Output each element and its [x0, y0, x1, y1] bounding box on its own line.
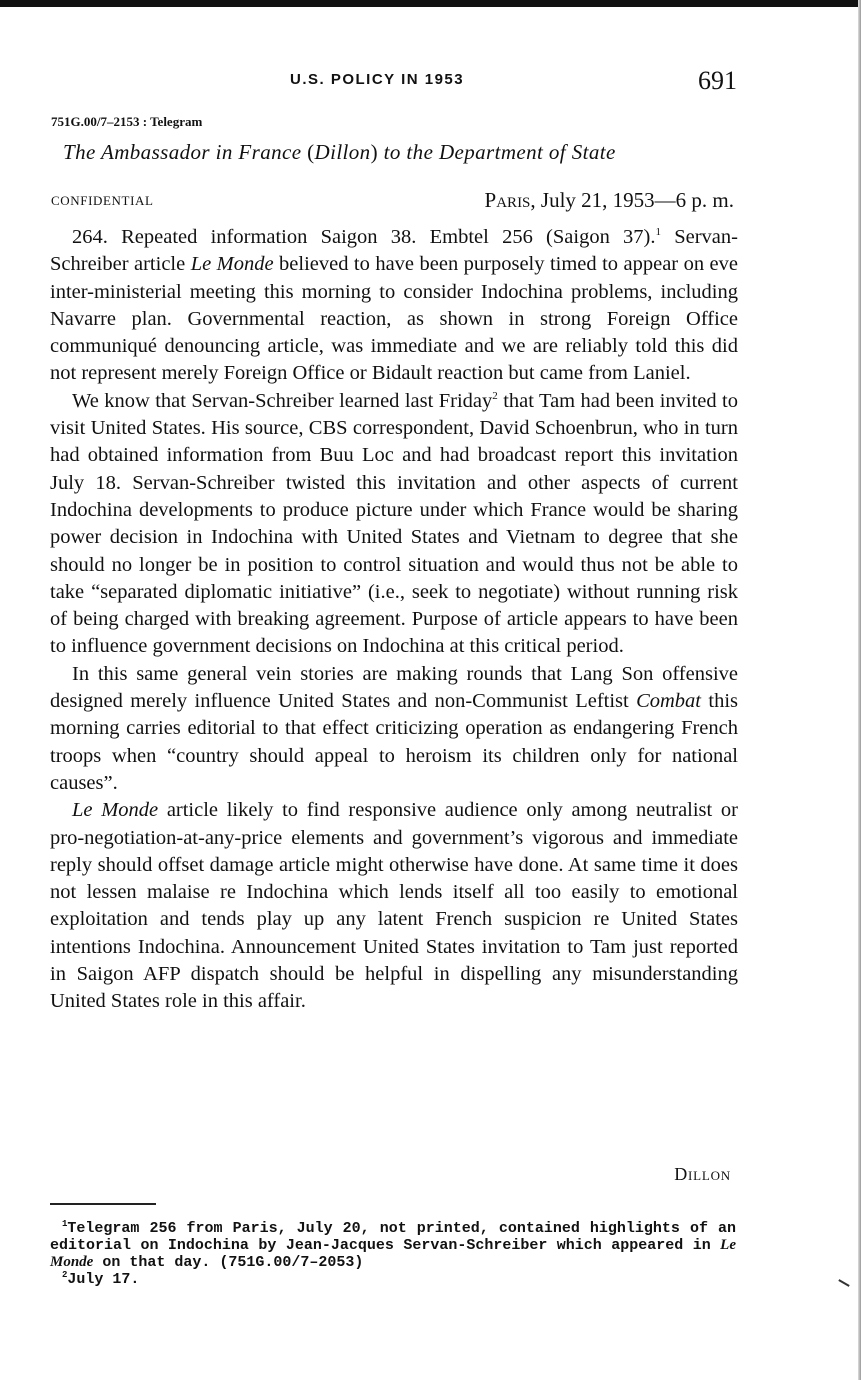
paragraph-4: [50, 797, 738, 1015]
footnote-2: [50, 1271, 736, 1288]
p1-text-b: Servan-Schreiber article: [50, 226, 738, 276]
footnote-ref-2: 2: [492, 389, 498, 402]
telegram-body: [50, 224, 738, 1016]
footnote-1-newspaper: Le Monde: [50, 1237, 736, 1270]
p4-text-a: article likely to find responsive audience only among neutralist or pro-negotiation-at-any-price elements and government’s vigorous and immediate reply should offset damage article might otherwise have done. At same time it does not lessen malaise re Indochina which lends itself all too easily to emotional exploitation and tends play up any latent French suspicion re United States intentions Indochina. Announcement United States invitation to Tam just reported in Saigon AFP dispatch should be helpful in dispelling any misunderstanding United States role in this affair.: [50, 799, 738, 1013]
p1-newspaper-name: Le Monde: [190, 253, 274, 276]
footnotes: [50, 1220, 736, 1288]
footnote-ref-1: 1: [655, 226, 661, 239]
title-name: Dillon: [314, 140, 371, 164]
p3-text-a: In this same general vein stories are making rounds that Lang Son offensive designed merely influence United States and non-Communist Leftist: [50, 662, 738, 713]
footnote-1: [50, 1220, 736, 1271]
footnote-2-mark: 2: [62, 1270, 68, 1280]
dateline-date: July 21, 1953—6 p. m.: [535, 188, 734, 212]
paragraph-1: [50, 224, 738, 388]
p1-text-a: 264. Repeated information Saigon 38. Embtel 256 (Saigon 37).: [72, 226, 656, 248]
footnote-divider: [50, 1203, 156, 1205]
page-number: 691: [698, 66, 737, 95]
document-reference: 751G.00/7–2153 : Telegram: [51, 114, 203, 129]
title-paren-open: (: [307, 140, 315, 164]
paragraph-2: [50, 388, 738, 661]
p1-text-c: believed to have been purposely timed to appear on eve inter-ministerial meeting this morning to consider Indochina problems, including Navarre plan. Governmental reaction, as shown in strong Foreign Office communiqué denouncing article, was immediate and we are reliably told this did not represent merely Foreign Office or Bidault reaction but came from Laniel.: [50, 253, 738, 385]
footnote-1-text-b: on that day. (751G.00/7–2053): [93, 1254, 364, 1271]
p4-newspaper-name: Le Monde: [72, 799, 159, 822]
paragraph-3: [50, 661, 738, 797]
margin-mark: [838, 1279, 849, 1287]
signature: Dillon: [674, 1164, 731, 1184]
running-head: U.S. POLICY IN 1953: [290, 71, 465, 88]
scan-top-edge: [0, 0, 861, 7]
p3-newspaper-name: Combat: [636, 690, 702, 713]
title-part-b: to the Department of State: [378, 140, 616, 164]
dateline-place: Paris,: [484, 188, 536, 212]
p2-text-a: We know that Servan-Schreiber learned last Friday: [72, 389, 493, 412]
footnote-1-text-a: Telegram 256 from Paris, July 20, not printed, contained highlights of an editorial on Indochina by Jean-Jacques Servan-Schreiber which appeared in: [50, 1220, 736, 1254]
classification-label: CONFIDENTIAL: [51, 193, 154, 208]
dateline: [485, 188, 734, 213]
title-paren-close: ): [370, 140, 378, 164]
p3-text-b: this morning carries editorial to that effect criticizing operation as endangering French troops when “country should appeal to heroism its children only for national causes”.: [50, 690, 738, 794]
document-title: [63, 140, 616, 165]
p2-text-b: that Tam had been invited to visit United States. His source, CBS correspondent, David Schoenbrun, who in turn had obtained information from Buu Loc and had broadcast report this invitation July 18. Servan-Schreiber twisted this invitation and other aspects of current Indochina developments to produce picture under which France would be sharing power decision in Indochina with United States and Vietnam to degree that she should no longer be in position to control situation and would thus not be able to take “separated diplomatic initiative” (i.e., seek to negotiate) without running risk of being charged with breaking agreement. Purpose of article appears to have been to influence government decisions on Indochina at this critical period.: [50, 389, 738, 658]
footnote-2-text: July 17.: [67, 1271, 140, 1288]
footnote-1-mark: 1: [62, 1219, 68, 1229]
title-part-a: The Ambassador in France: [63, 140, 308, 164]
